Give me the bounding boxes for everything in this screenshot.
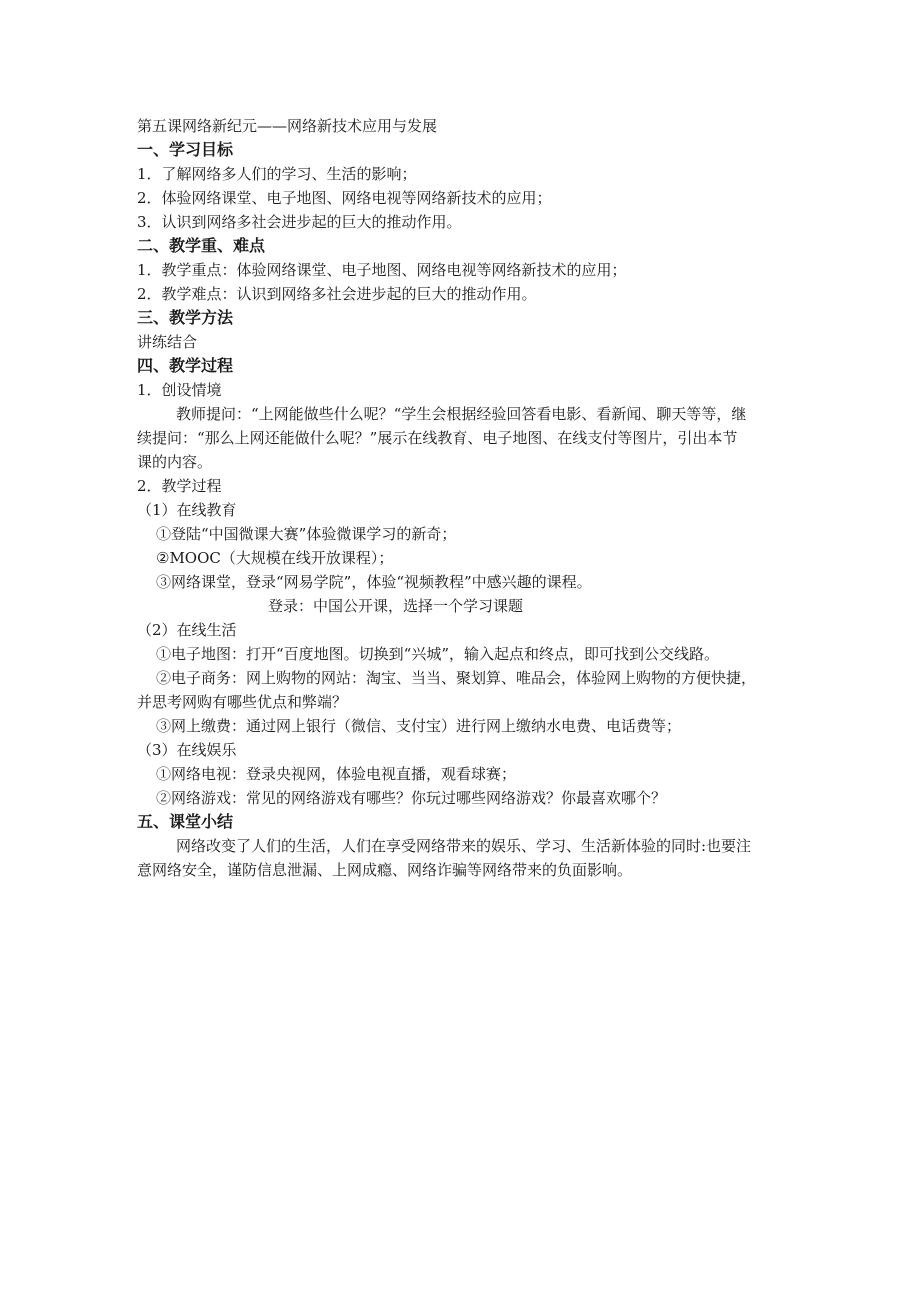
paragraph-line: 网络改变了人们的生活，人们在享受网络带来的娱乐、学习、生活新体验的同时:也要注	[176, 837, 752, 855]
objective-item: 2．体验网络课堂、电子地图、网络电视等网络新技术的应用；	[137, 189, 552, 207]
document-title: 第五课网络新纪元——网络新技术应用与发展	[137, 117, 438, 135]
list-item: ①电子地图：打开“百度地图。切换到“兴城”，输入起点和终点，即可找到公交线路。	[156, 645, 720, 663]
method-item: 讲练结合	[137, 333, 198, 351]
list-item: ③网上缴费：通过网上银行（微信、支付宝）进行网上缴纳水电费、电话费等；	[156, 717, 682, 735]
paragraph-line: 意网络安全，谨防信息泄漏、上网成瘾、网络诈骗等网络带来的负面影响。	[137, 861, 633, 879]
section-heading-summary: 五、课堂小结	[137, 812, 234, 831]
section-heading-methods: 三、教学方法	[137, 308, 234, 327]
list-item: ①登陆“中国微课大赛”体验微课学习的新奇；	[156, 525, 457, 543]
subsection-title: （3）在线娱乐	[137, 741, 237, 759]
list-item-continuation: 并思考网购有哪些优点和弊端？	[137, 693, 348, 711]
list-item: ②电子商务：网上购物的网站：淘宝、当当、聚划算、唯品会，体验网上购物的方便快捷，	[156, 669, 757, 687]
key-point-item: 2．教学难点：认识到网络多社会进步起的巨大的推动作用。	[137, 285, 537, 303]
list-note: 登录：中国公开课，选择一个学习课题	[268, 597, 524, 615]
list-item: ②MOOC（大规模在线开放课程）；	[156, 549, 394, 567]
subsection-title: （1）在线教育	[137, 501, 237, 519]
list-item: ①网络电视：登录央视网，体验电视直播，观看球赛；	[156, 765, 517, 783]
paragraph-line: 课的内容。	[137, 453, 213, 471]
paragraph-line: 续提问：“那么上网还能做什么呢？”展示在线教育、电子地图、在线支付等图片，引出本节	[137, 429, 738, 447]
objective-item: 1．了解网络多人们的学习、生活的影响；	[137, 165, 417, 183]
subsection-title: （2）在线生活	[137, 621, 237, 639]
step-title: 1．创设情境	[137, 381, 222, 399]
list-item: ③网络课堂，登录“网易学院”，体验“视频教程”中感兴趣的课程。	[156, 573, 592, 591]
step-title: 2．教学过程	[137, 477, 222, 495]
section-heading-process: 四、教学过程	[137, 356, 234, 375]
list-item: ②网络游戏：常见的网络游戏有哪些？你玩过哪些网络游戏？你最喜欢哪个？	[156, 789, 667, 807]
section-heading-objectives: 一、学习目标	[137, 140, 234, 159]
paragraph-line: 教师提问：“上网能做些什么呢？“学生会根据经验回答看电影、看新闻、聊天等等，继	[176, 405, 747, 423]
section-heading-key-points: 二、教学重、难点	[137, 236, 266, 255]
key-point-item: 1．教学重点：体验网络课堂、电子地图、网络电视等网络新技术的应用；	[137, 261, 627, 279]
objective-item: 3．认识到网络多社会进步起的巨大的推动作用。	[137, 213, 462, 231]
